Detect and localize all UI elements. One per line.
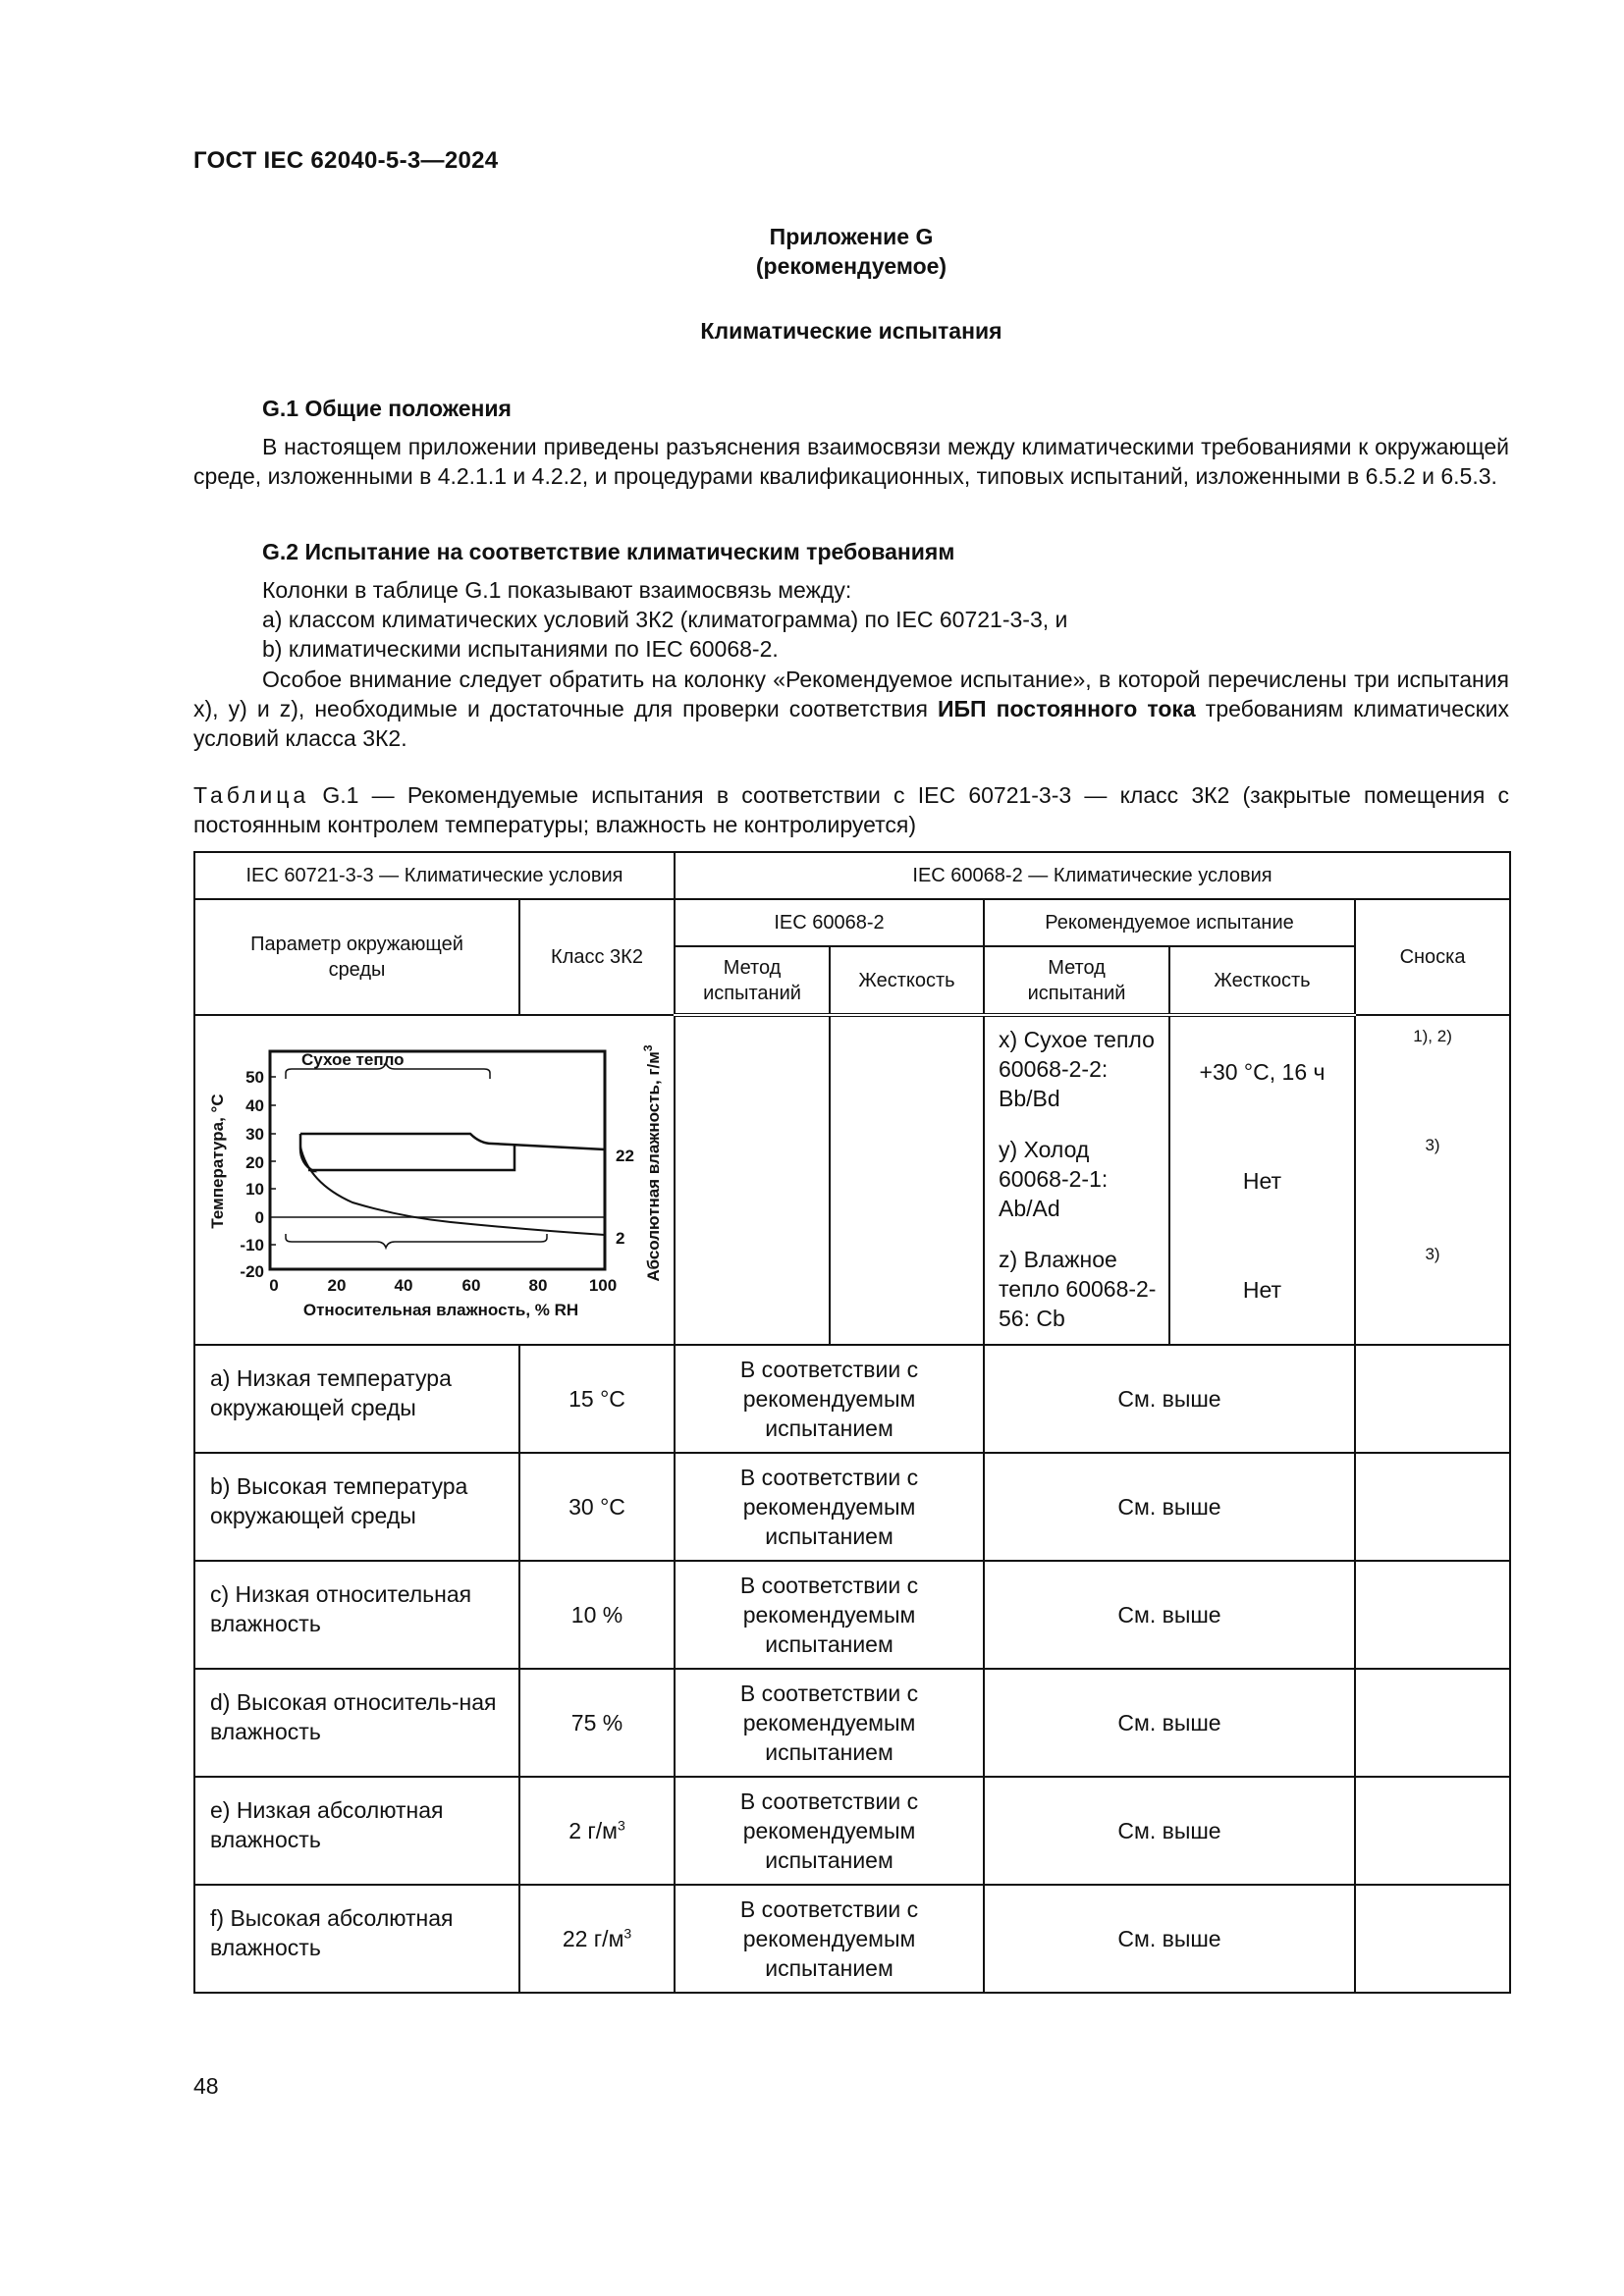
table-caption bbox=[193, 780, 1509, 839]
table-caption-label: Таблица bbox=[193, 782, 310, 808]
row-e-value: 2 г/м bbox=[568, 1818, 618, 1843]
row-f-value-cell bbox=[519, 1885, 675, 1993]
abs-humidity-22: 22 bbox=[616, 1147, 634, 1165]
x-tick-40: 40 bbox=[394, 1276, 413, 1295]
row-d-value: 75 % bbox=[519, 1669, 675, 1777]
row-f-note bbox=[1355, 1885, 1510, 1993]
row-d-method: В соответствии с рекомендуемым испытанием bbox=[675, 1669, 984, 1777]
header-class: Класс 3К2 bbox=[519, 899, 675, 1015]
header-iec60721: IEC 60721-3-3 — Климатические условия bbox=[194, 852, 675, 899]
row-d-param: d) Высокая относитель-ная влажность bbox=[194, 1669, 519, 1777]
row-c-param: c) Низкая относительная влажность bbox=[194, 1561, 519, 1669]
row-b-note bbox=[1355, 1453, 1510, 1561]
row-d-rec: См. выше bbox=[984, 1669, 1355, 1777]
test-x-severity: +30 °С, 16 ч bbox=[1199, 1058, 1326, 1085]
annex-title: Приложение G bbox=[769, 224, 934, 249]
row-b-rec: См. выше bbox=[984, 1453, 1355, 1561]
row-c-note bbox=[1355, 1561, 1510, 1669]
test-x-severity-block bbox=[1170, 1017, 1354, 1126]
table-row bbox=[194, 1777, 1510, 1885]
g2-paragraph bbox=[193, 665, 1509, 753]
table-row bbox=[194, 1453, 1510, 1561]
x-tick-20: 20 bbox=[327, 1276, 347, 1295]
y-tick-50: 50 bbox=[245, 1068, 264, 1087]
empty-method-cell bbox=[675, 1015, 830, 1345]
g2-line-2: a) классом климатических условий 3К2 (климатограмма) по IEC 60721-3-3, и bbox=[262, 607, 1068, 632]
empty-severity-cell bbox=[830, 1015, 984, 1345]
header-iec60068: IEC 60068-2 — Климатические условия bbox=[675, 852, 1510, 899]
row-f-value-sup: 3 bbox=[623, 1925, 632, 1942]
row-f-value: 22 г/м bbox=[562, 1926, 624, 1951]
page-number: 48 bbox=[193, 2073, 219, 2099]
row-d-note bbox=[1355, 1669, 1510, 1777]
table-row bbox=[194, 1885, 1510, 1993]
g2-paragraph-end: требованиям климатических условий класса 3К2. bbox=[193, 696, 1509, 751]
table-row bbox=[194, 1669, 1510, 1777]
document-header: ГОСТ IEC 62040-5-3—2024 bbox=[193, 147, 499, 174]
header-severity-2: Жесткость bbox=[1169, 946, 1355, 1015]
header-method-2: Метод испытаний bbox=[984, 946, 1169, 1015]
y-tick-40: 40 bbox=[245, 1096, 264, 1115]
g2-line-3: b) климатическими испытаниями по IEC 60068-2. bbox=[262, 636, 779, 662]
row-b-method: В соответствии с рекомендуемым испытанием bbox=[675, 1453, 984, 1561]
test-z-severity: Нет bbox=[1242, 1276, 1282, 1303]
annex-name: Климатические испытания bbox=[700, 318, 1002, 344]
dry-heat-label: Сухое тепло bbox=[301, 1050, 405, 1069]
row-f-rec: См. выше bbox=[984, 1885, 1355, 1993]
test-z-method: z) Влажное тепло 60068-2-56: Cb bbox=[999, 1247, 1157, 1331]
table-row bbox=[194, 1561, 1510, 1669]
row-f-method: В соответствии с рекомендуемым испытанием bbox=[675, 1885, 984, 1993]
climatogram bbox=[195, 1016, 676, 1340]
test-y-severity-block bbox=[1170, 1126, 1354, 1235]
row-e-value-cell bbox=[519, 1777, 675, 1885]
header-severity-1: Жесткость bbox=[830, 946, 984, 1015]
y-axis-label: Температура, °С bbox=[208, 1094, 227, 1229]
row-e-note bbox=[1355, 1777, 1510, 1885]
test-z-severity-block bbox=[1170, 1235, 1354, 1344]
test-x-method: x) Сухое тепло 60068-2-2: Bb/Bd bbox=[999, 1027, 1155, 1111]
abs-humidity-2: 2 bbox=[616, 1229, 625, 1248]
recommended-methods-cell bbox=[984, 1015, 1169, 1345]
row-c-method: В соответствии с рекомендуемым испытанием bbox=[675, 1561, 984, 1669]
row-e-rec: См. выше bbox=[984, 1777, 1355, 1885]
row-a-rec: См. выше bbox=[984, 1345, 1355, 1453]
test-z-note: 3) bbox=[1425, 1245, 1440, 1263]
y2-axis-label bbox=[641, 1044, 663, 1281]
test-y-severity: Нет bbox=[1242, 1167, 1282, 1194]
row-a-method: В соответствии с рекомендуемым испытанием bbox=[675, 1345, 984, 1453]
annex-status: (рекомендуемое) bbox=[755, 253, 947, 279]
climate-zone-upper-boundary bbox=[300, 1134, 605, 1149]
row-b-value: 30 °С bbox=[519, 1453, 675, 1561]
climate-zone-inner-box bbox=[308, 1144, 514, 1170]
row-a-param: a) Низкая температура окружающей среды bbox=[194, 1345, 519, 1453]
section-g2-heading: G.2 Испытание на соответствие климатическим требованиям bbox=[262, 539, 955, 564]
notes-cell bbox=[1355, 1015, 1510, 1345]
test-x-note: 1), 2) bbox=[1413, 1027, 1452, 1045]
recommended-severity-cell bbox=[1169, 1015, 1355, 1345]
climatogram-cell bbox=[194, 1015, 675, 1345]
climatic-tests-table bbox=[193, 851, 1511, 1994]
header-recommended-test: Рекомендуемое испытание bbox=[984, 899, 1355, 946]
test-y-method: y) Холод 60068-2-1: Ab/Ad bbox=[999, 1137, 1109, 1221]
y-tick-minus20: -20 bbox=[240, 1262, 264, 1281]
g2-paragraph-start: Особое внимание следует обратить на колонку «Рекомендуемое испытание», в которой перечислены три испытания x), y) и z), необходимые и достаточные для проверки соответствия bbox=[193, 667, 1509, 721]
test-y-note: 3) bbox=[1425, 1136, 1440, 1154]
y-tick-30: 30 bbox=[245, 1125, 264, 1144]
x-tick-80: 80 bbox=[528, 1276, 548, 1295]
y-tick-20: 20 bbox=[245, 1153, 264, 1172]
abs-humidity-2-curve bbox=[300, 1147, 605, 1235]
header-iec60068-2: IEC 60068-2 bbox=[675, 899, 984, 946]
header-method-1: Метод испытаний bbox=[675, 946, 830, 1015]
g2-paragraph-bold: ИБП постоянного тока bbox=[937, 696, 1196, 721]
row-e-value-sup: 3 bbox=[618, 1817, 625, 1834]
row-c-value: 10 % bbox=[519, 1561, 675, 1669]
section-g1-body: В настоящем приложении приведены разъяснения взаимосвязи между климатическими требованиями к окружающей среде, изложенными в 4.2.1.1 и 4.2.2, и процедурами квалификационных, типовых испытаний, изложенными в 6.5.2 и 6.5.3. bbox=[193, 434, 1509, 489]
x-tick-100: 100 bbox=[588, 1276, 618, 1295]
table-caption-text: G.1 — Рекомендуемые испытания в соответствии с IEC 60721-3-3 — класс 3К2 (закрытые помещения с постоянным контролем температуры; влажность не контролируется) bbox=[193, 782, 1509, 837]
section-g1-heading: G.1 Общие положения bbox=[262, 396, 512, 421]
x-tick-0: 0 bbox=[269, 1276, 279, 1295]
y-tick-minus10: -10 bbox=[240, 1236, 264, 1255]
lower-brace bbox=[286, 1234, 547, 1248]
g2-line-1: Колонки в таблице G.1 показывают взаимосвязь между: bbox=[262, 577, 852, 603]
row-a-value: 15 °С bbox=[519, 1345, 675, 1453]
x-tick-60: 60 bbox=[461, 1276, 481, 1295]
y2-axis-label-sup: 3 bbox=[641, 1044, 655, 1052]
row-b-param: b) Высокая температура окружающей среды bbox=[194, 1453, 519, 1561]
row-e-method: В соответствии с рекомендуемым испытанием bbox=[675, 1777, 984, 1885]
y2-axis-label-text: Абсолютная влажность, г/м bbox=[644, 1051, 663, 1282]
row-f-param: f) Высокая абсолютная влажность bbox=[194, 1885, 519, 1993]
y-tick-0: 0 bbox=[254, 1208, 264, 1227]
header-parameter: Параметр окружающей среды bbox=[194, 899, 519, 1015]
row-e-param: e) Низкая абсолютная влажность bbox=[194, 1777, 519, 1885]
header-note: Сноска bbox=[1355, 899, 1510, 1015]
x-axis-label: Относительная влажность, % RH bbox=[302, 1301, 579, 1319]
section-g1-text bbox=[193, 432, 1509, 491]
row-c-rec: См. выше bbox=[984, 1561, 1355, 1669]
table-row bbox=[194, 1345, 1510, 1453]
row-a-note bbox=[1355, 1345, 1510, 1453]
y-tick-10: 10 bbox=[245, 1180, 264, 1199]
